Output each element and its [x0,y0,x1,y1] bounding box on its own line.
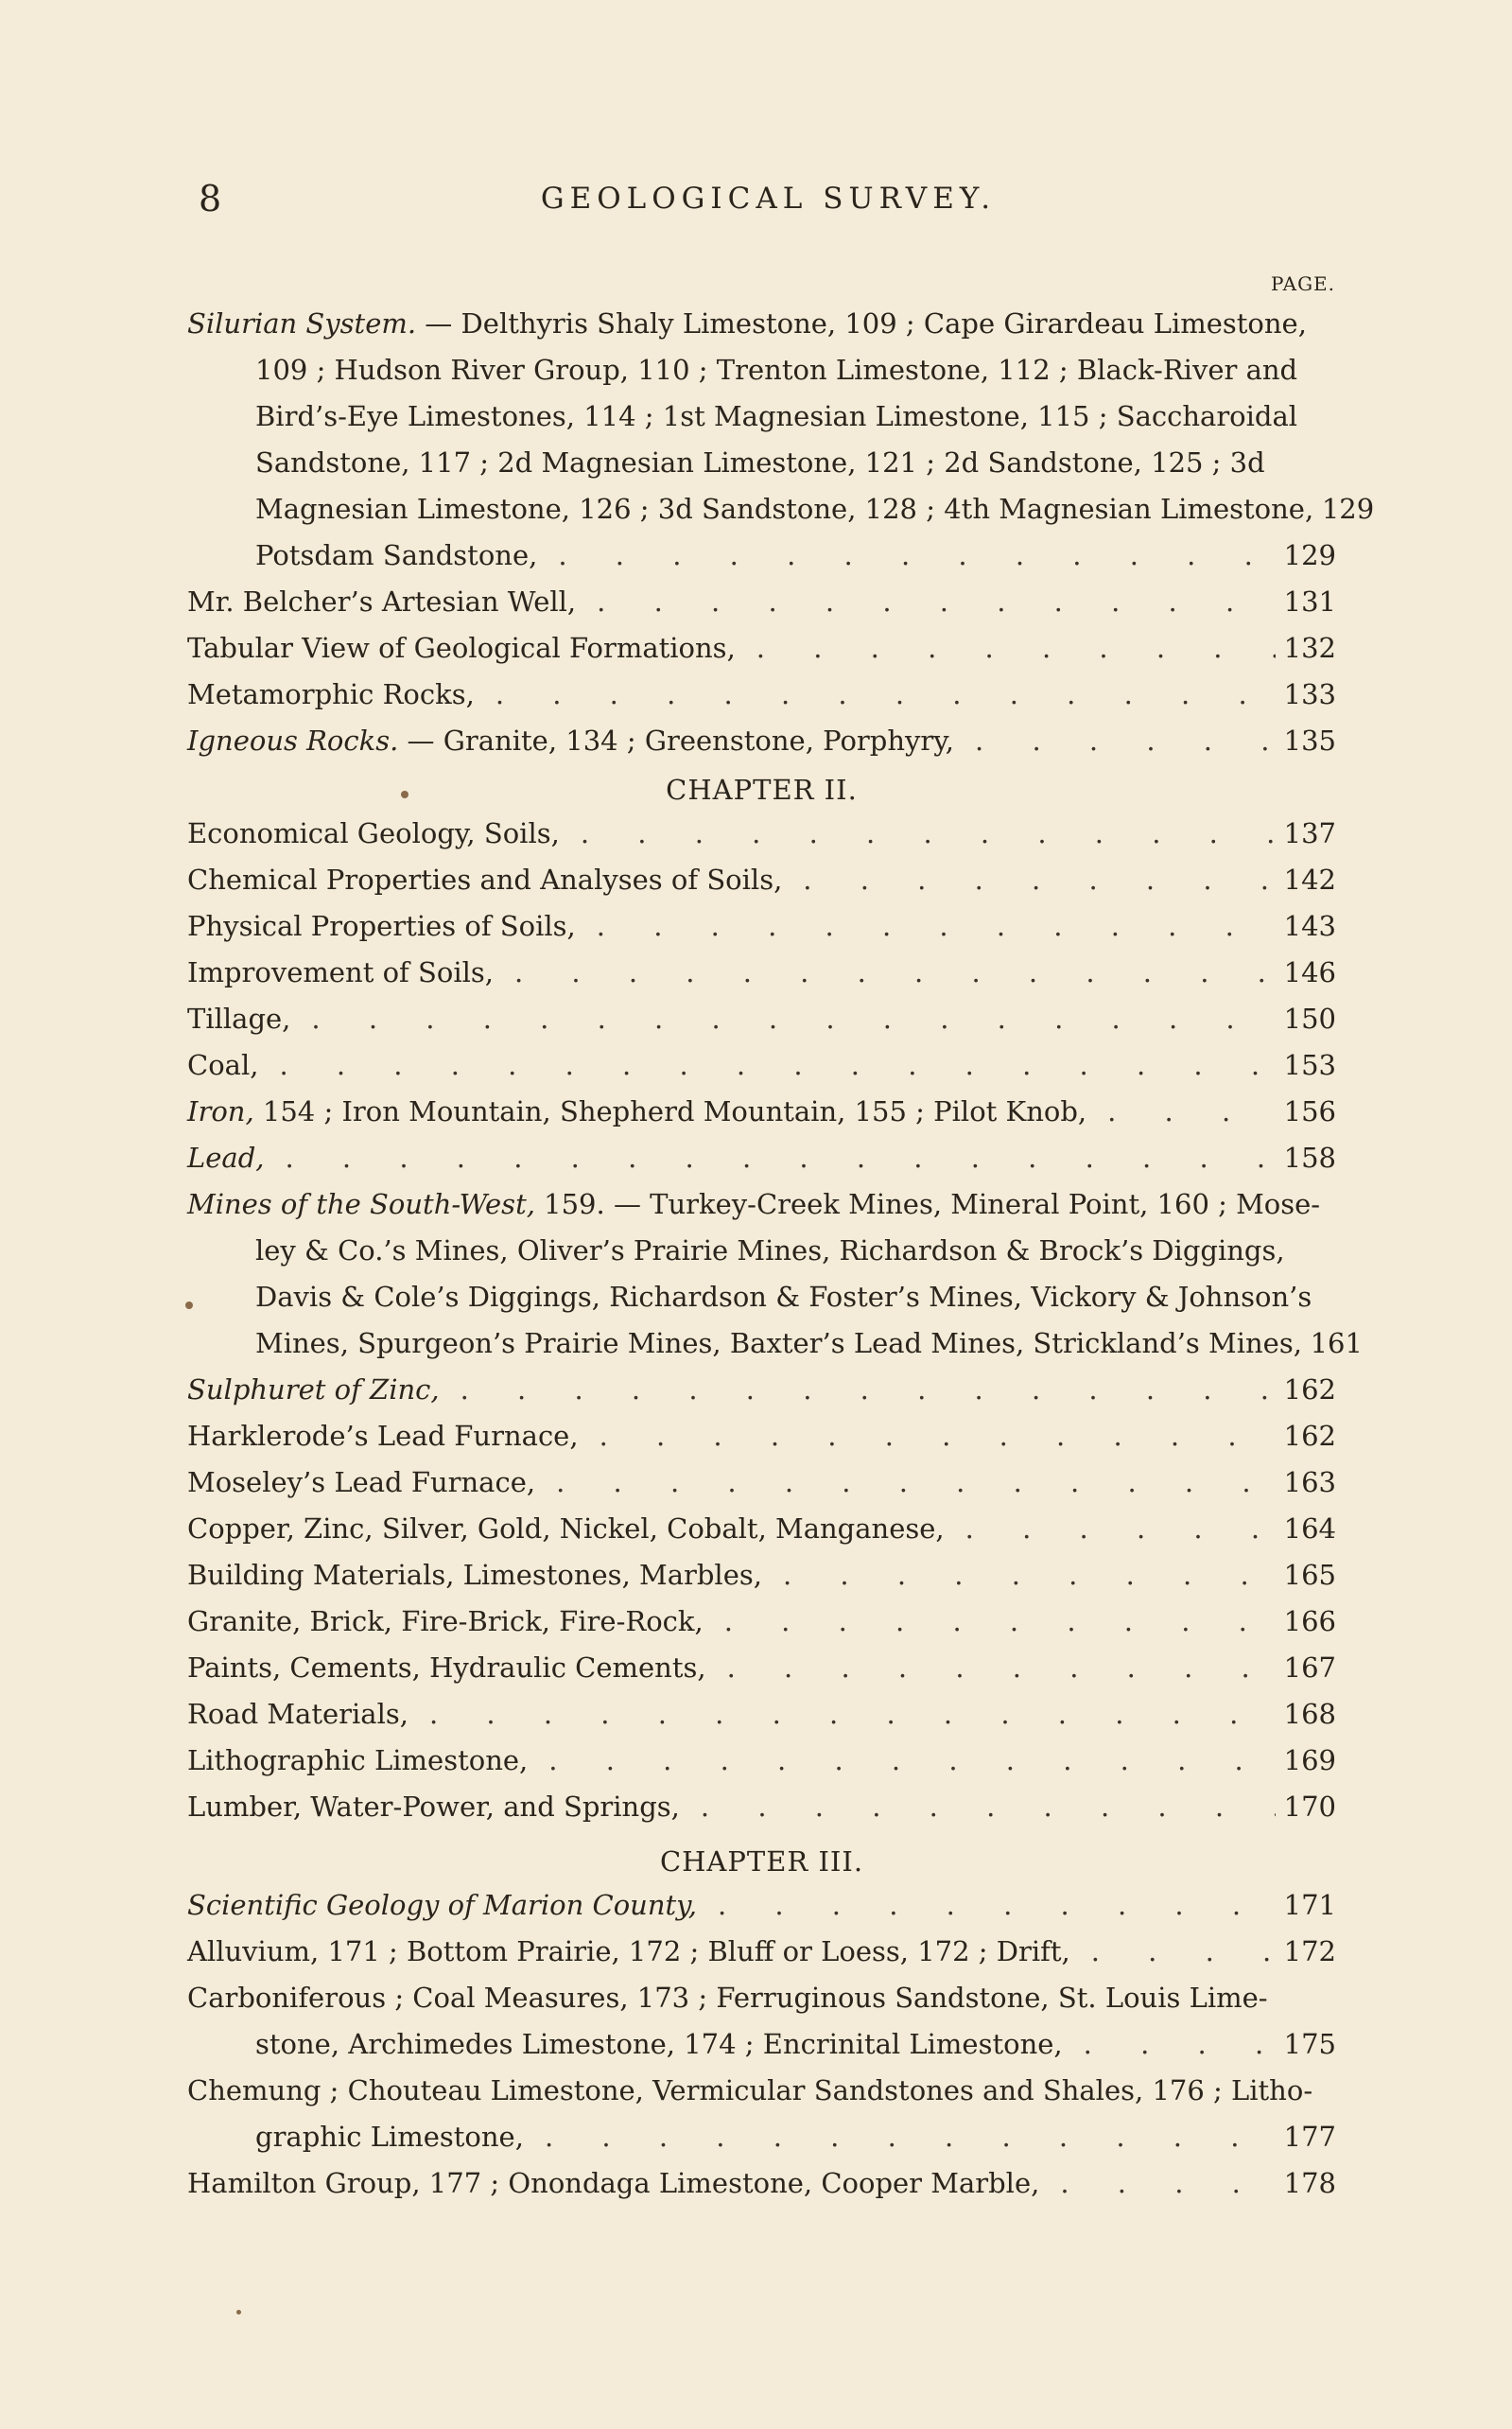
dot-leader [579,1413,1276,1459]
toc-entry-igneous [187,718,1336,764]
toc-entry [187,1413,1336,1459]
toc-entry [187,1459,1336,1506]
entry-label: Lithographic Limestone, [187,1744,529,1776]
page-ref: 162 [1283,1373,1336,1406]
entry-label-italic: Igneous Rocks. [187,725,399,757]
dot-leader [258,1042,1276,1089]
toc-entry [187,1691,1336,1738]
toc-entry-scientific [187,1882,1336,1929]
page-ref: 146 [1283,956,1336,988]
dot-leader [954,718,1276,764]
entry-label: Metamorphic Rocks, [187,678,475,710]
chapter-heading: CHAPTER III. [659,1845,864,1878]
page-ref: 165 [1283,1559,1336,1591]
page-ref: 169 [1283,1744,1336,1776]
page-ref: 162 [1283,1420,1336,1452]
toc-entry [187,1784,1336,1830]
entry-line [187,301,1336,347]
page-ref: 168 [1283,1698,1336,1730]
toc-entry-iron [187,1089,1336,1135]
entry-label: Silurian System. [187,307,417,340]
entry-text: Magnesian Limestone, 126 ; 3d Sandstone, 128 ; 4th Magnesian Limestone, [255,493,1314,525]
entry-text: graphic Limestone, [255,2121,524,2153]
toc-entry [187,625,1336,672]
page-ref: 167 [1283,1651,1336,1684]
entry-label: Lumber, Water-Power, and Springs, [187,1791,680,1823]
dot-leader [1070,1929,1276,1975]
entry-label [187,1089,1086,1135]
entry-line: ley & Co.’s Mines, Oliver’s Prairie Mines, Richardson & Brock’s Diggings, [255,1234,1285,1267]
toc-entry [187,579,1336,625]
page-ref: 129 [1321,493,1375,525]
page-ref: 164 [1283,1512,1336,1545]
page-number: 8 [199,178,222,219]
entry-label: Granite, Brick, Fire-Brick, Fire-Rock, [187,1605,704,1637]
page-ref: 131 [1283,585,1336,618]
running-title: GEOLOGICAL SURVEY. [540,182,997,216]
toc-entry [187,533,1336,579]
entry-label: Mr. Belcher’s Artesian Well, [187,585,577,618]
page-ref: 135 [1283,725,1336,757]
entry-label: Copper, Zinc, Silver, Gold, Nickel, Cobalt, Manganese, [187,1512,945,1545]
entry-text: — Delthyris Shaly Limestone, 109 ; Cape Girardeau Limestone, [416,307,1307,340]
ink-speck [401,791,408,798]
entry-text: 159. — Turkey-Creek Mines, Mineral Point, 160 ; Mose- [534,1188,1321,1220]
dot-leader [1063,2021,1276,2068]
toc-entry [187,811,1336,857]
dot-leader [736,625,1276,672]
page-ref: 129 [1283,539,1336,571]
entry-label: Improvement of Soils, [187,956,494,988]
entry-text: Mines, Spurgeon’s Prairie Mines, Baxter’s Lead Mines, Strickland’s Mines, [255,1327,1302,1359]
entry-label: Moseley’s Lead Furnace, [187,1466,536,1498]
ink-speck [236,2310,241,2315]
entry-label: Lead, [187,1142,265,1174]
entry-label-italic: Iron, [187,1095,254,1127]
toc-entry-mines [187,1181,1363,1367]
entry-label: Chemical Properties and Analyses of Soils, [187,864,783,896]
entry-label: Sulphuret of Zinc, [187,1373,440,1406]
page-ref: 177 [1283,2121,1336,2153]
dot-leader [706,1645,1276,1691]
page-ref: 156 [1283,1095,1336,1127]
dot-leader [560,811,1276,857]
entry-label-rest: 154 ; Iron Mountain, Shepherd Mountain, 155 ; Pilot Knob, [253,1095,1087,1127]
dot-leader [782,857,1276,903]
dot-leader [290,996,1276,1042]
page-column-label: PAGE. [1271,272,1335,295]
dot-leader [576,903,1276,950]
entry-label: Alluvium, 171 ; Bottom Prairie, 172 ; Bluff or Loess, 172 ; Drift, [187,1935,1070,1967]
running-head [199,178,1338,219]
table-of-contents [187,301,1375,2207]
page-ref: 142 [1283,864,1336,896]
entry-line [187,2114,1336,2160]
entry-label: Tabular View of Geological Formations, [187,632,736,664]
entry-line: 109 ; Hudson River Group, 110 ; Trenton Limestone, 112 ; Black-River and [255,354,1298,386]
dot-leader [408,1691,1276,1738]
toc-entry-chemung [187,2068,1336,2160]
entry-label: Paints, Cements, Hydraulic Cements, [187,1651,706,1684]
page-ref: 178 [1283,2167,1336,2199]
toc-entry [187,1552,1336,1599]
toc-entry [187,1738,1336,1784]
ink-speck [185,1302,193,1309]
toc-entry [187,1506,1336,1552]
page-ref: 166 [1283,1605,1336,1637]
dot-leader [524,2114,1276,2160]
entry-label: Building Materials, Limestones, Marbles, [187,1559,762,1591]
toc-entry [187,903,1336,950]
dot-leader [704,1599,1276,1645]
entry-label: Physical Properties of Soils, [187,910,576,942]
toc-entry [187,950,1336,996]
chapter-heading: CHAPTER II. [666,774,858,806]
entry-label: Scientific Geology of Marion County, [187,1889,697,1921]
toc-entry [187,857,1336,903]
toc-entry [187,1929,1336,1975]
page-ref: 171 [1283,1889,1336,1921]
toc-entry [187,2160,1336,2207]
toc-entry-zinc [187,1367,1336,1413]
dot-leader [697,1882,1276,1929]
entry-label: Hamilton Group, 177 ; Onondaga Limestone, Cooper Marble, [187,2167,1040,2199]
dot-leader [535,1459,1276,1506]
dot-leader [537,533,1276,579]
dot-leader [475,672,1276,718]
entry-label: Coal, [187,1049,259,1081]
entry-label: Economical Geology, Soils, [187,817,560,849]
dot-leader [494,950,1276,996]
toc-entry [187,672,1336,718]
entry-label: Potsdam Sandstone, [255,539,538,571]
dot-leader [1086,1089,1276,1135]
page-ref: 170 [1283,1791,1336,1823]
entry-line [187,486,1375,533]
entry-label-rest: — Granite, 134 ; Greenstone, Porphyry, [398,725,955,757]
entry-line: Sandstone, 117 ; 2d Magnesian Limestone, 121 ; 2d Sandstone, 125 ; 3d [255,446,1265,479]
entry-line: Bird’s-Eye Limestones, 114 ; 1st Magnesian Limestone, 115 ; Saccharoidal [255,400,1298,432]
entry-label: Mines of the South-West, [187,1188,535,1220]
entry-line: Davis & Cole’s Diggings, Richardson & Foster’s Mines, Vickory & Johnson’s [255,1281,1312,1313]
page-ref: 133 [1283,678,1336,710]
page-ref: 161 [1310,1327,1363,1359]
toc-entry [187,1645,1336,1691]
toc-entry-carboniferous [187,1975,1336,2068]
page-ref: 137 [1283,817,1336,849]
page-ref: 163 [1283,1466,1336,1498]
dot-leader [576,579,1276,625]
dot-leader [762,1552,1276,1599]
toc-entry-lead [187,1135,1336,1181]
page-ref: 175 [1283,2028,1336,2060]
toc-entry [187,996,1336,1042]
toc-entry-silurian [187,301,1375,533]
dot-leader [1039,2160,1276,2207]
page-ref: 158 [1283,1142,1336,1174]
dot-leader [945,1506,1276,1552]
entry-line [187,1320,1363,1367]
dot-leader [265,1135,1277,1181]
page-ref: 143 [1283,910,1336,942]
toc-entry [187,1599,1336,1645]
dot-leader [680,1784,1276,1830]
entry-label: Harklerode’s Lead Furnace, [187,1420,579,1452]
page-ref: 172 [1283,1935,1336,1967]
entry-label [187,718,954,764]
dot-leader [440,1367,1276,1413]
page-ref: 132 [1283,632,1336,664]
entry-label: Road Materials, [187,1698,408,1730]
entry-line: Carboniferous ; Coal Measures, 173 ; Ferruginous Sandstone, St. Louis Lime- [187,1982,1268,2014]
entry-label: Tillage, [187,1003,291,1035]
entry-line: Chemung ; Chouteau Limestone, Vermicular Sandstones and Shales, 176 ; Litho- [187,2074,1313,2106]
page-ref: 150 [1283,1003,1336,1035]
entry-line [187,1181,1336,1228]
toc-entry [187,1042,1336,1089]
dot-leader [528,1738,1276,1784]
entry-text: stone, Archimedes Limestone, 174 ; Encrinital Limestone, [255,2028,1063,2060]
page-ref: 153 [1283,1049,1336,1081]
entry-line [187,2021,1336,2068]
